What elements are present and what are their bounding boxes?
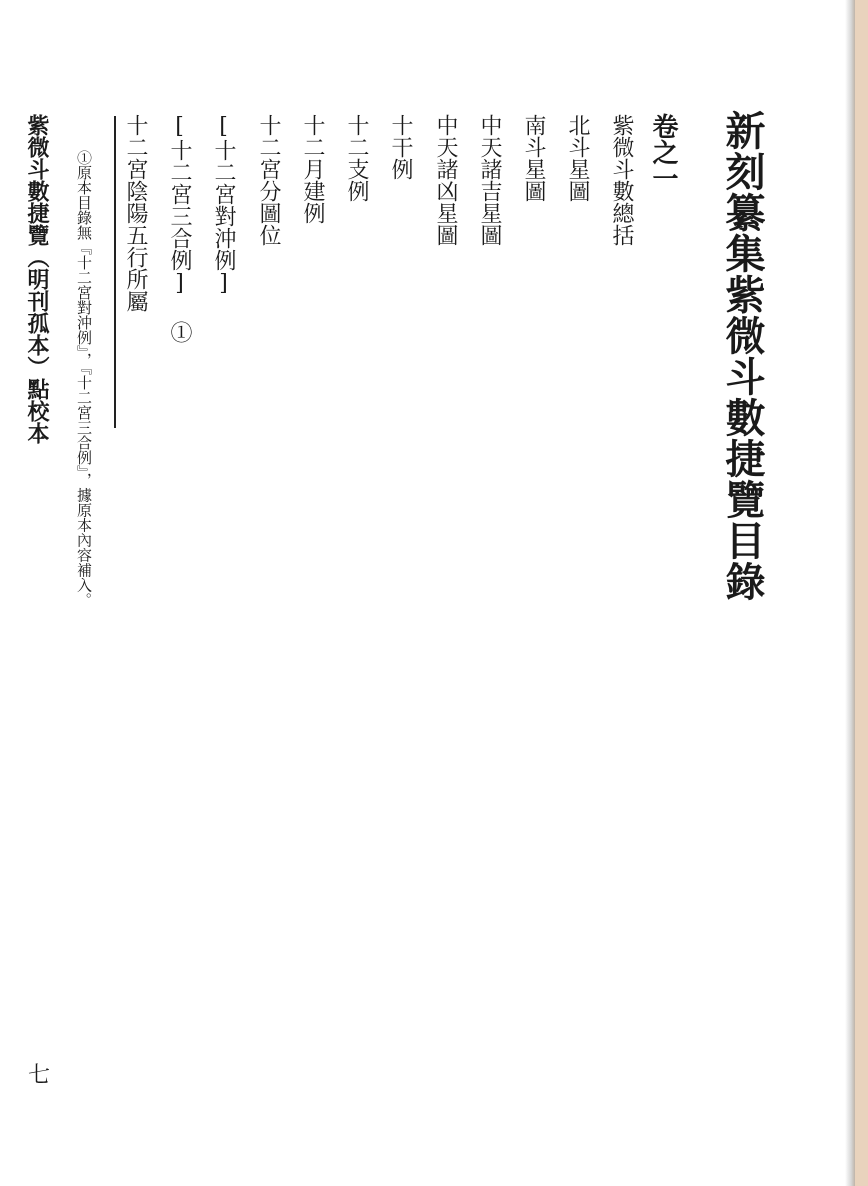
toc-entry: 中天諸凶星圖 bbox=[433, 114, 458, 246]
toc-entry: 十二月建例 bbox=[300, 114, 325, 224]
toc-entry: 紫微斗數總括 bbox=[609, 114, 634, 246]
running-title: 紫微斗數捷覽（明刊孤本）點校本 bbox=[24, 114, 50, 444]
toc-entry: 北斗星圖 bbox=[565, 114, 590, 202]
toc-entry: 十二宮陰陽五行所屬 bbox=[123, 114, 148, 312]
toc-entry: [十二宮三合例] ① bbox=[167, 114, 192, 343]
footnote: ①原本目錄無『十二宮對沖例』，『十二宮三合例』，據原本內容補入。 bbox=[75, 150, 93, 608]
toc-entry: 十二宮分圖位 bbox=[256, 114, 281, 246]
volume-heading: 卷之一 bbox=[648, 113, 678, 191]
page-number: 七 bbox=[28, 1063, 51, 1088]
page-edge bbox=[845, 0, 855, 1186]
toc-entry: 南斗星圖 bbox=[521, 114, 546, 202]
toc-entry: 十二支例 bbox=[344, 114, 369, 202]
footnote-divider bbox=[114, 116, 116, 428]
toc-entry: 中天諸吉星圖 bbox=[477, 114, 502, 246]
toc-entry: 十干例 bbox=[388, 114, 413, 180]
toc-title: 新刻纂集紫微斗數捷覽目錄 bbox=[719, 110, 766, 602]
toc-entry: [十二宮對沖例] bbox=[211, 114, 236, 296]
